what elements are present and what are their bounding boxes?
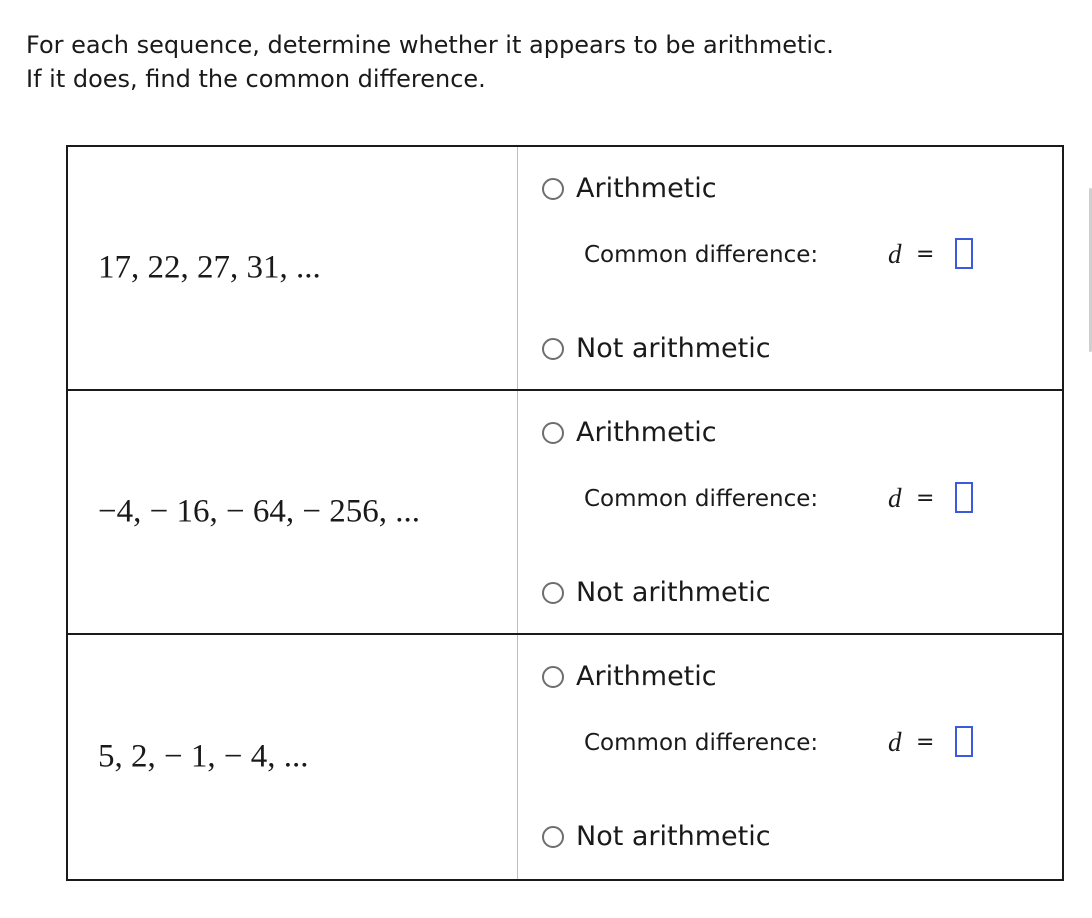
- equals-sign: =: [916, 486, 935, 511]
- sequence-cell-2: [68, 391, 518, 633]
- arithmetic-option-2[interactable]: [542, 417, 717, 448]
- sequence-cell-3: [68, 635, 518, 879]
- instructions: [26, 28, 834, 96]
- problem-table: [66, 145, 1064, 881]
- equals-sign: =: [916, 730, 935, 755]
- d-variable: d: [888, 239, 902, 269]
- radio-button-icon[interactable]: [542, 582, 564, 604]
- sequence-3: 5, 2, − 1, − 4, ...: [98, 738, 309, 775]
- common-difference-label: Common difference:: [584, 242, 819, 268]
- common-difference-label: Common difference:: [584, 730, 819, 756]
- not-arithmetic-option-2[interactable]: [542, 577, 771, 608]
- not-arithmetic-option-1[interactable]: [542, 333, 771, 364]
- radio-button-icon[interactable]: [542, 178, 564, 200]
- problem-row-2: [68, 391, 1062, 635]
- not-arithmetic-option-label: Not arithmetic: [576, 821, 771, 852]
- radio-button-icon[interactable]: [542, 338, 564, 360]
- radio-button-icon[interactable]: [542, 666, 564, 688]
- common-difference-input-3[interactable]: [955, 726, 973, 757]
- not-arithmetic-option-label: Not arithmetic: [576, 333, 771, 364]
- arithmetic-option-label: Arithmetic: [576, 661, 717, 692]
- not-arithmetic-option-3[interactable]: [542, 821, 771, 852]
- d-variable: d: [888, 483, 902, 513]
- sequence-cell-1: [68, 147, 518, 389]
- common-difference-label: Common difference:: [584, 486, 819, 512]
- answer-cell-2: [518, 391, 1062, 633]
- problem-row-1: [68, 147, 1062, 391]
- sequence-2: −4, − 16, − 64, − 256, ...: [98, 493, 420, 530]
- arithmetic-option-label: Arithmetic: [576, 173, 717, 204]
- arithmetic-option-3[interactable]: [542, 661, 717, 692]
- arithmetic-option-1[interactable]: [542, 173, 717, 204]
- arithmetic-option-label: Arithmetic: [576, 417, 717, 448]
- d-variable: d: [888, 727, 902, 757]
- instructions-line-2: If it does, find the common difference.: [26, 65, 486, 93]
- answer-cell-3: [518, 635, 1062, 879]
- instructions-line-1: For each sequence, determine whether it appears to be arithmetic.: [26, 31, 834, 59]
- common-difference-input-2[interactable]: [955, 482, 973, 513]
- not-arithmetic-option-label: Not arithmetic: [576, 577, 771, 608]
- answer-cell-1: [518, 147, 1062, 389]
- sequence-1: 17, 22, 27, 31, ...: [98, 249, 321, 286]
- equals-sign: =: [916, 242, 935, 267]
- problem-row-3: [68, 635, 1062, 881]
- radio-button-icon[interactable]: [542, 422, 564, 444]
- common-difference-input-1[interactable]: [955, 238, 973, 269]
- radio-button-icon[interactable]: [542, 826, 564, 848]
